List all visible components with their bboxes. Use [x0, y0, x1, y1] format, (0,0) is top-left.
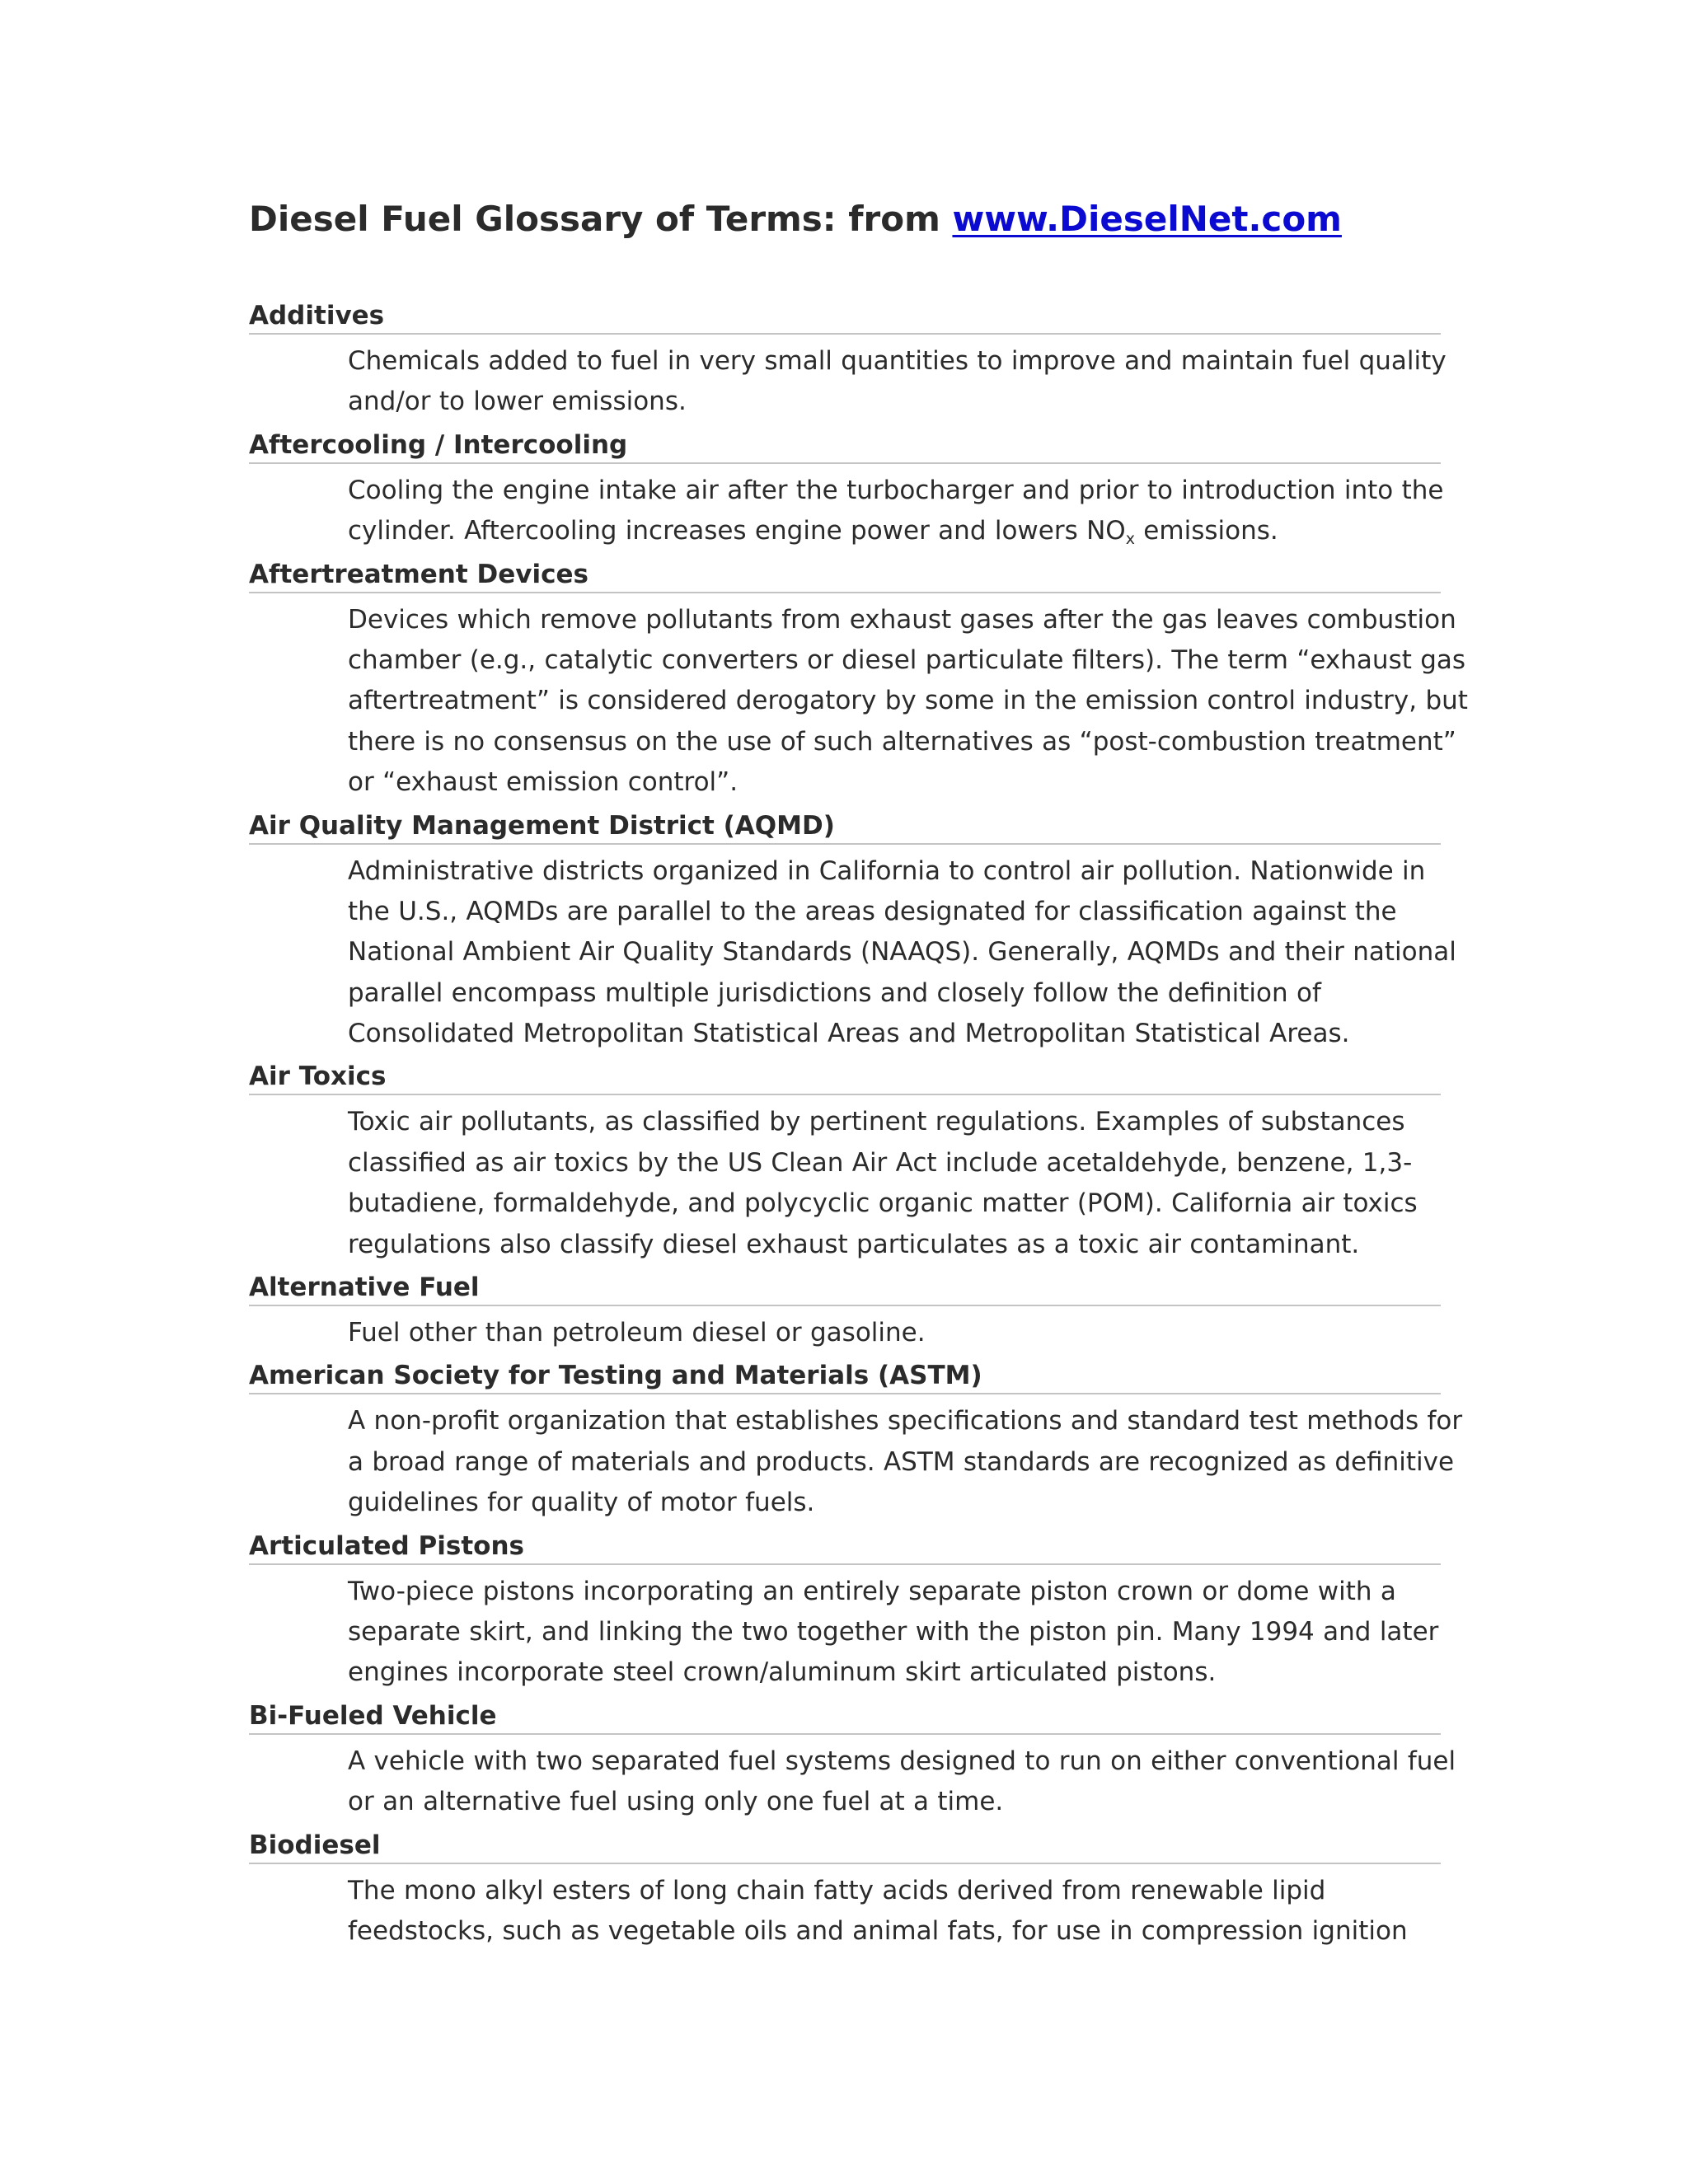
definition-line: or an alternative fuel using only one fuel at a time. — [348, 1787, 1004, 1817]
definition-line: aftertreatment” is considered derogatory by some in the emission control industry, but — [348, 686, 1468, 716]
glossary-term: Air Toxics — [249, 1059, 1441, 1095]
glossary-term: Alternative Fuel — [249, 1270, 1441, 1306]
definition-line: separate skirt, and linking the two together with the piston pin. Many 1994 and later — [348, 1616, 1439, 1647]
definition-line — [348, 511, 1441, 551]
glossary-definition — [249, 1864, 1441, 1957]
definition-line: the U.S., AQMDs are parallel to the areas designated for classification against the — [348, 896, 1397, 926]
glossary-definition — [249, 335, 1447, 428]
glossary-definition — [249, 1306, 1441, 1358]
subscript: x — [1125, 530, 1135, 549]
definition-line: Devices which remove pollutants from exhaust gases after the gas leaves combustion — [348, 604, 1456, 635]
definition-text: cylinder. Aftercooling increases engine power and lowers NO — [348, 516, 1126, 546]
definition-text: emissions. — [1134, 516, 1278, 546]
glossary-definition — [249, 1095, 1441, 1270]
glossary-term: Additives — [249, 298, 1441, 335]
definition-line: Toxic air pollutants, as classified by pertinent regulations. Examples of substances — [348, 1107, 1405, 1137]
glossary-definition — [249, 1565, 1441, 1699]
glossary-term: Aftercooling / Intercooling — [249, 428, 1441, 464]
definition-line: Chemicals added to fuel in very small quantities to improve and maintain fuel quality — [348, 346, 1447, 376]
definition-line: classified as air toxics by the US Clean Air Act include acetaldehyde, benzene, 1,3- — [348, 1147, 1413, 1178]
dieselnet-link[interactable]: www.DieselNet.com — [952, 199, 1342, 239]
title-text: Diesel Fuel Glossary of Terms: from — [249, 199, 953, 239]
glossary-term: Biodiesel — [249, 1828, 1441, 1864]
definition-line: a broad range of materials and products. ASTM standards are recognized as definitive — [348, 1446, 1455, 1477]
glossary-term: Bi-Fueled Vehicle — [249, 1699, 1441, 1735]
definition-line: parallel encompass multiple jurisdictions and closely follow the definition of — [348, 977, 1321, 1008]
definition-line: and/or to lower emissions. — [348, 387, 687, 417]
glossary-list — [249, 298, 1468, 1957]
glossary-term: Aftertreatment Devices — [249, 557, 1441, 593]
definition-line: feedstocks, such as vegetable oils and animal fats, for use in compression ignition — [348, 1915, 1408, 1946]
definition-line: guidelines for quality of motor fuels. — [348, 1488, 815, 1518]
glossary-term: Articulated Pistons — [249, 1529, 1441, 1565]
definition-line: Administrative districts organized in California to control air pollution. Nationwide in — [348, 855, 1426, 886]
definition-line: Fuel other than petroleum diesel or gasoline. — [348, 1318, 926, 1348]
glossary-definition — [249, 593, 1468, 808]
page-title — [249, 194, 1441, 244]
glossary-definition — [249, 464, 1444, 557]
definition-line: A vehicle with two separated fuel systems designed to run on either conventional fuel — [348, 1746, 1456, 1776]
definition-line: or “exhaust emission control”. — [348, 767, 738, 798]
definition-line: Two-piece pistons incorporating an entirely separate piston crown or dome with a — [348, 1576, 1396, 1606]
definition-line: butadiene, formaldehyde, and polycyclic organic matter (POM). California air toxics — [348, 1188, 1418, 1219]
glossary-definition — [249, 1735, 1456, 1828]
definition-line: there is no consensus on the use of such alternatives as “post-combustion treatment” — [348, 726, 1456, 757]
definition-line: A non-profit organization that establishes specifications and standard test methods for — [348, 1406, 1463, 1436]
definition-line: Cooling the engine intake air after the turbocharger and prior to introduction into the — [348, 475, 1444, 505]
definition-line: chamber (e.g., catalytic converters or diesel particulate filters). The term “exhaust gas — [348, 644, 1466, 675]
definition-line: Consolidated Metropolitan Statistical Areas and Metropolitan Statistical Areas. — [348, 1019, 1350, 1049]
definition-line: National Ambient Air Quality Standards (NAAQS). Generally, AQMDs and their national — [348, 937, 1456, 968]
definition-line: engines incorporate steel crown/aluminum skirt articulated pistons. — [348, 1657, 1217, 1688]
definition-line: The mono alkyl esters of long chain fatty acids derived from renewable lipid — [348, 1875, 1326, 1905]
glossary-term: American Society for Testing and Materials (ASTM) — [249, 1358, 1441, 1394]
glossary-definition — [249, 1394, 1463, 1528]
glossary-definition — [249, 845, 1456, 1060]
document-page — [249, 194, 1468, 1957]
glossary-term: Air Quality Management District (AQMD) — [249, 808, 1441, 845]
definition-line: regulations also classify diesel exhaust particulates as a toxic air contaminant. — [348, 1229, 1360, 1259]
